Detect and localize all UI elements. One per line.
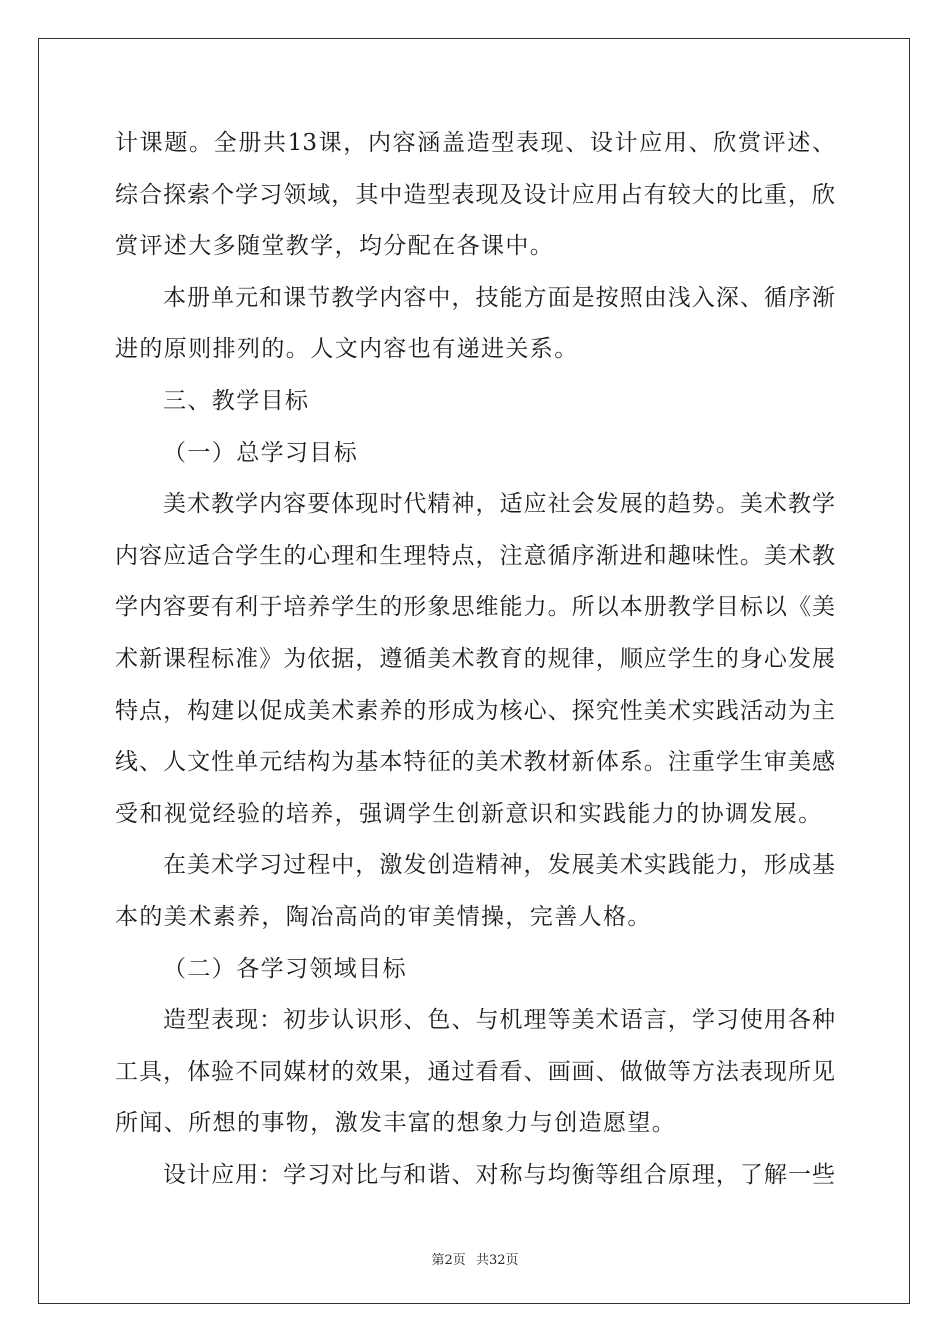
text-line: 赏评述大多随堂教学，均分配在各课中。 <box>115 233 555 260</box>
text-line: 工具，体验不同媒材的效果，通过看看、画画、做做等方法表现所见 <box>115 1058 835 1085</box>
document-body <box>115 128 835 1211</box>
text-line: 进的原则排列的。人文内容也有递进关系。 <box>115 336 579 363</box>
text-line: 综合探索个学习领域，其中造型表现及设计应用占有较大的比重，欣 <box>115 181 835 208</box>
page-footer <box>0 1249 950 1268</box>
subsection-heading: （二）各学习领域目标 <box>163 955 407 982</box>
text-line: 线、人文性单元结构为基本特征的美术教材新体系。注重学生审美感 <box>115 749 835 776</box>
text-line: 美术教学内容要体现时代精神，适应社会发展的趋势。美术教学 <box>163 491 835 518</box>
page-number: 第2页 <box>431 1253 466 1268</box>
text-line: 术新课程标准》为依据，遵循美术教育的规律，顺应学生的身心发展 <box>115 645 835 672</box>
text-line: 内容应适合学生的心理和生理特点，注意循序渐进和趣味性。美术教 <box>115 542 835 569</box>
text-line: 受和视觉经验的培养，强调学生创新意识和实践能力的协调发展。 <box>115 800 823 827</box>
text-line: 在美术学习过程中，激发创造精神，发展美术实践能力，形成基 <box>163 852 835 879</box>
text-line: 所闻、所想的事物，激发丰富的想象力与创造愿望。 <box>115 1110 677 1137</box>
text-line: 学内容要有利于培养学生的形象思维能力。所以本册教学目标以《美 <box>115 594 835 621</box>
text-line: 设计应用：学习对比与和谐、对称与均衡等组合原理，了解一些 <box>163 1161 835 1188</box>
subsection-heading: （一）总学习目标 <box>163 439 359 466</box>
page-total: 共32页 <box>475 1253 519 1268</box>
text-line: 特点，构建以促成美术素养的形成为核心、探究性美术实践活动为主 <box>115 697 835 724</box>
section-heading: 三、教学目标 <box>163 387 310 414</box>
text-line: 本册单元和课节教学内容中，技能方面是按照由浅入深、循序渐 <box>163 284 835 311</box>
text-line: 本的美术素养，陶冶高尚的审美情操，完善人格。 <box>115 903 652 930</box>
text-line: 造型表现：初步认识形、色、与机理等美术语言，学习使用各种 <box>163 1007 835 1034</box>
text-line: 计课题。全册共13课，内容涵盖造型表现、设计应用、欣赏评述、 <box>115 130 835 156</box>
